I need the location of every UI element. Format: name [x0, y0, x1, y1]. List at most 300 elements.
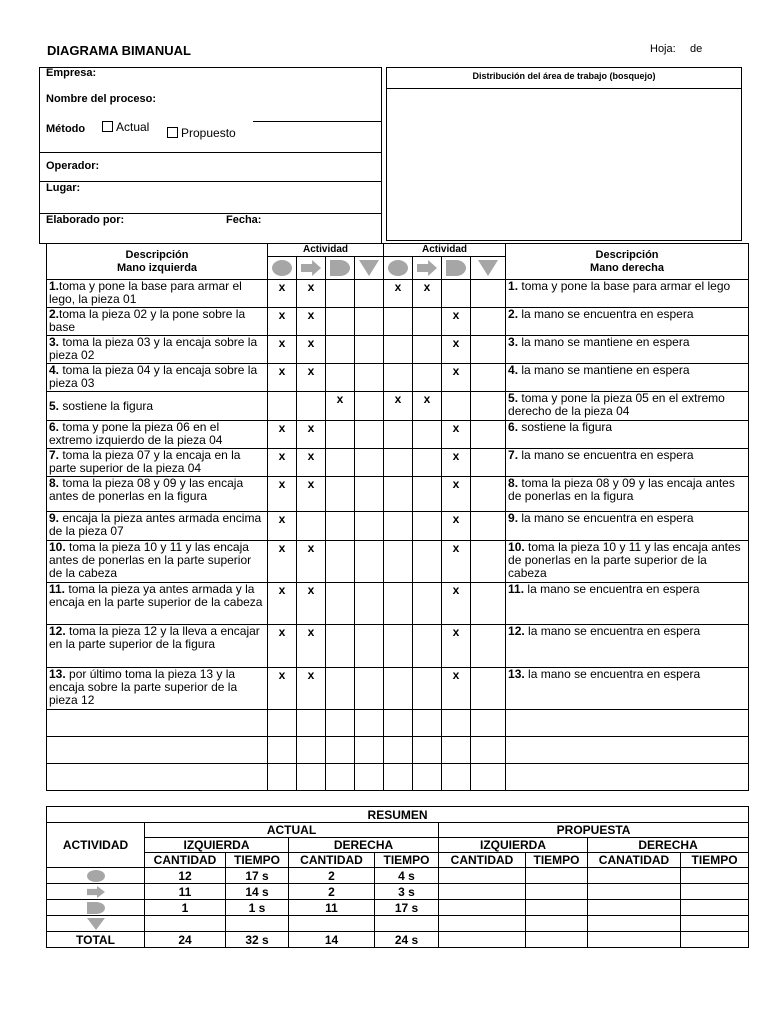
mark-cell — [413, 421, 442, 449]
mark-cell — [384, 477, 413, 512]
empty-cell — [681, 916, 749, 932]
mark-cell — [413, 280, 442, 308]
empty-cell — [442, 710, 471, 737]
mark-cell — [413, 512, 442, 541]
step-text: la mano se mantiene en espera — [518, 363, 690, 377]
de-label: de — [690, 43, 703, 55]
storage-icon — [358, 259, 380, 277]
left-description — [47, 421, 268, 449]
step-number: 12. — [508, 624, 525, 638]
actual-checkbox-wrap[interactable] — [102, 120, 149, 134]
step-number: 8. — [49, 476, 60, 490]
step-number: 6. — [508, 420, 519, 434]
empty-cell — [268, 737, 297, 764]
mark-cell — [471, 336, 506, 364]
empty-cell — [326, 710, 355, 737]
empty-row — [47, 737, 749, 764]
mark: x — [278, 280, 286, 294]
activity-icon-cell — [47, 916, 145, 932]
empty-cell — [413, 737, 442, 764]
total-row — [47, 932, 749, 948]
mark: x — [452, 541, 460, 555]
mark: x — [452, 625, 460, 639]
mark-cell — [297, 625, 326, 668]
mark-cell — [384, 392, 413, 421]
mark-cell — [442, 477, 471, 512]
mark-cell — [297, 421, 326, 449]
empty-cell — [526, 868, 588, 884]
activity-icon-cell — [47, 884, 145, 900]
mark-cell — [297, 336, 326, 364]
right-description — [506, 512, 749, 541]
elaborado-label: Elaborado por: — [46, 214, 125, 226]
left-activity-header: Actividad — [268, 244, 384, 257]
storage-icon — [86, 917, 106, 931]
mark: x — [452, 477, 460, 491]
cantidad-header: CANTIDAD — [289, 853, 375, 868]
empty-cell — [413, 764, 442, 791]
mark-cell — [268, 625, 297, 668]
mark-cell — [471, 477, 506, 512]
left-description — [47, 364, 268, 392]
activity-icon-cell — [47, 900, 145, 916]
symbol-cell — [471, 257, 506, 280]
mark-cell — [442, 583, 471, 625]
step-number: 12. — [49, 624, 66, 638]
table-row — [47, 512, 749, 541]
transport-icon — [86, 885, 106, 899]
mark: x — [307, 449, 315, 463]
empty-cell — [471, 710, 506, 737]
mark-cell — [268, 583, 297, 625]
operador-label: Operador: — [46, 160, 100, 172]
step-text: la mano se encuentra en espera — [524, 582, 700, 596]
operation-icon — [387, 259, 409, 277]
mark-cell — [413, 541, 442, 583]
tiempo-header: TIEMPO — [375, 853, 439, 868]
empty-cell — [439, 916, 526, 932]
mark-cell — [326, 280, 355, 308]
left-description — [47, 392, 268, 421]
mark: x — [452, 421, 460, 435]
total-value: 24 — [145, 932, 226, 948]
step-text: la mano se encuentra en espera — [518, 511, 694, 525]
mark: x — [307, 280, 315, 294]
mark-cell — [268, 512, 297, 541]
mark-cell — [413, 477, 442, 512]
step-text: la mano se mantiene en espera — [518, 335, 690, 349]
left-description — [47, 280, 268, 308]
mark-cell — [413, 625, 442, 668]
empty-cell — [384, 710, 413, 737]
empty-cell — [413, 710, 442, 737]
divider — [39, 152, 382, 153]
mark-cell — [442, 449, 471, 477]
step-text: toma la pieza 03 y la encaja sobre la pieza 02 — [49, 335, 258, 362]
resumen-group-row — [47, 823, 749, 838]
empty-cell — [326, 764, 355, 791]
step-number: 13. — [49, 667, 66, 681]
resumen-title: RESUMEN — [47, 807, 749, 823]
empresa-label: Empresa: — [46, 67, 97, 79]
mark-cell — [355, 449, 384, 477]
step-number: 1. — [49, 279, 60, 293]
symbol-cell — [442, 257, 471, 280]
mark: x — [452, 336, 460, 350]
mark: x — [394, 392, 402, 406]
resumen-value — [145, 916, 226, 932]
mark: x — [278, 625, 286, 639]
divider — [253, 121, 381, 122]
empty-cell — [297, 710, 326, 737]
resumen-title-row — [47, 807, 749, 823]
mark: x — [278, 512, 286, 526]
resumen-value: 17 s — [375, 900, 439, 916]
mark-cell — [471, 512, 506, 541]
mark: x — [307, 541, 315, 555]
resumen-table — [46, 806, 749, 948]
table-row — [47, 364, 749, 392]
resumen-row — [47, 916, 749, 932]
lugar-label: Lugar: — [46, 182, 81, 194]
mark-cell — [471, 280, 506, 308]
canatidad-header: CANATIDAD — [588, 853, 681, 868]
step-text: toma la pieza 08 y 09 y las encaja antes de ponerlas en la figura — [49, 476, 244, 503]
step-number: 2. — [508, 307, 519, 321]
empty-cell — [355, 764, 384, 791]
mark-cell — [297, 541, 326, 583]
mark-cell — [384, 541, 413, 583]
step-number: 5. — [508, 391, 519, 405]
step-text: toma la pieza 04 y la encaja sobre la pieza 03 — [49, 363, 258, 390]
step-text: toma la pieza 07 y la encaja en la parte superior de la pieza 04 — [49, 448, 241, 475]
resumen-value: 3 s — [375, 884, 439, 900]
mark: x — [278, 668, 286, 682]
right-description — [506, 364, 749, 392]
symbol-cell — [326, 257, 355, 280]
mark-cell — [471, 668, 506, 710]
propuesta-header: PROPUESTA — [439, 823, 749, 838]
mark-cell — [355, 625, 384, 668]
mark-cell — [268, 364, 297, 392]
mark: x — [307, 668, 315, 682]
table-row — [47, 421, 749, 449]
mark-cell — [384, 336, 413, 364]
mark: x — [452, 364, 460, 378]
mark-cell — [413, 392, 442, 421]
left-description — [47, 668, 268, 710]
step-number: 10. — [49, 540, 66, 554]
right-activity-header: Actividad — [384, 244, 506, 257]
mark-cell — [471, 421, 506, 449]
header-row — [47, 244, 749, 257]
tiempo-header: TIEMPO — [681, 853, 749, 868]
symbol-cell — [297, 257, 326, 280]
empty-cell — [326, 737, 355, 764]
empty-cell — [442, 764, 471, 791]
mark-cell — [413, 308, 442, 336]
resumen-col-row — [47, 853, 749, 868]
mark: x — [307, 583, 315, 597]
mark-cell — [326, 477, 355, 512]
transport-icon — [416, 259, 438, 277]
right-header-line1: Descripción — [595, 248, 659, 261]
storage-icon — [477, 259, 499, 277]
mark-cell — [297, 392, 326, 421]
empty-cell — [681, 868, 749, 884]
symbol-cell — [268, 257, 297, 280]
actual-header: ACTUAL — [145, 823, 439, 838]
left-description — [47, 336, 268, 364]
resumen-value — [289, 916, 375, 932]
step-text: la mano se encuentra en espera — [518, 307, 694, 321]
mark-cell — [471, 449, 506, 477]
mark: x — [307, 308, 315, 322]
step-number: 4. — [49, 363, 60, 377]
mark: x — [452, 668, 460, 682]
mark: x — [423, 392, 431, 406]
hoja-label: Hoja: — [650, 43, 676, 55]
propuesto-checkbox-wrap[interactable] — [167, 126, 236, 140]
step-text: toma la pieza 12 y la lleva a encajar en la parte superior de la figura — [49, 624, 260, 651]
empty-cell — [588, 932, 681, 948]
mark-cell — [442, 280, 471, 308]
sketch-box — [386, 67, 742, 241]
resumen-value: 1 — [145, 900, 226, 916]
step-text: sostiene la figura — [59, 398, 154, 413]
empty-cell — [681, 900, 749, 916]
mark-cell — [297, 583, 326, 625]
left-description — [47, 477, 268, 512]
mark-cell — [268, 280, 297, 308]
step-text: la mano se encuentra en espera — [518, 448, 694, 462]
resumen-value: 2 — [289, 884, 375, 900]
mark-cell — [268, 308, 297, 336]
step-text: la mano se encuentra en espera — [524, 667, 701, 681]
empty-cell — [268, 764, 297, 791]
total-value: 32 s — [226, 932, 289, 948]
activity-icon-cell — [47, 868, 145, 884]
mark-cell — [384, 668, 413, 710]
empty-cell — [526, 900, 588, 916]
resumen-value — [375, 916, 439, 932]
empty-cell — [47, 764, 268, 791]
resumen-value: 12 — [145, 868, 226, 884]
empty-cell — [47, 710, 268, 737]
symbol-cell — [413, 257, 442, 280]
mark: x — [307, 477, 315, 491]
derecha-header: DERECHA — [289, 838, 439, 853]
resumen-value: 11 — [289, 900, 375, 916]
mark: x — [307, 364, 315, 378]
empty-cell — [439, 932, 526, 948]
resumen-side-row — [47, 838, 749, 853]
mark: x — [278, 449, 286, 463]
delay-icon — [445, 259, 467, 277]
table-row — [47, 583, 749, 625]
empty-cell — [471, 737, 506, 764]
delay-icon — [329, 259, 351, 277]
mark-cell — [355, 512, 384, 541]
mark-cell — [326, 421, 355, 449]
right-description — [506, 541, 749, 583]
empty-cell — [268, 710, 297, 737]
step-text: por último toma la pieza 13 y la encaja sobre la parte superior de la pieza 12 — [49, 667, 238, 707]
mark-cell — [355, 421, 384, 449]
step-text: toma la pieza ya antes armada y la encaja en la parte superior de la cabeza — [49, 582, 263, 609]
mark-cell — [297, 668, 326, 710]
mark: x — [452, 308, 460, 322]
mark-cell — [326, 392, 355, 421]
mark-cell — [297, 308, 326, 336]
mark-cell — [355, 336, 384, 364]
resumen-value: 4 s — [375, 868, 439, 884]
right-description — [506, 392, 749, 421]
mark-cell — [326, 668, 355, 710]
mark-cell — [268, 477, 297, 512]
left-description — [47, 308, 268, 336]
symbol-cell — [384, 257, 413, 280]
empty-cell — [355, 737, 384, 764]
resumen-value: 17 s — [226, 868, 289, 884]
empty-cell — [384, 737, 413, 764]
step-number: 4. — [508, 363, 519, 377]
empty-cell — [471, 764, 506, 791]
izquierda-header: IZQUIERDA — [145, 838, 289, 853]
mark-cell — [268, 541, 297, 583]
propuesto-label: Propuesto — [181, 126, 236, 140]
step-number: 1. — [508, 279, 519, 293]
empty-cell — [439, 868, 526, 884]
mark-cell — [413, 449, 442, 477]
table-row — [47, 280, 749, 308]
cantidad-header: CANTIDAD — [145, 853, 226, 868]
empty-cell — [47, 737, 268, 764]
left-header-line2: Mano izquierda — [116, 261, 198, 274]
step-text: toma y pone la pieza 05 en el extremo derecho de la pieza 04 — [508, 391, 725, 418]
mark-cell — [442, 625, 471, 668]
mark-cell — [326, 364, 355, 392]
izquierda-header: IZQUIERDA — [439, 838, 588, 853]
empty-row — [47, 764, 749, 791]
mark-cell — [326, 583, 355, 625]
step-number: 2. — [49, 307, 60, 321]
mark-cell — [268, 336, 297, 364]
mark-cell — [471, 625, 506, 668]
step-text: encaja la pieza antes armada encima de la pieza 07 — [49, 511, 262, 538]
left-description — [47, 583, 268, 625]
mark: x — [278, 421, 286, 435]
divider — [386, 88, 742, 89]
operation-icon — [86, 869, 106, 883]
table-row — [47, 392, 749, 421]
right-desc-header — [506, 244, 749, 280]
mark-cell — [297, 512, 326, 541]
mark: x — [452, 583, 460, 597]
empty-cell — [439, 884, 526, 900]
empty-cell — [681, 932, 749, 948]
mark: x — [423, 280, 431, 294]
mark-cell — [471, 583, 506, 625]
table-row — [47, 449, 749, 477]
mark: x — [278, 541, 286, 555]
transport-icon — [300, 259, 322, 277]
mark-cell — [384, 625, 413, 668]
mark-cell — [326, 625, 355, 668]
page-title: DIAGRAMA BIMANUAL — [47, 43, 191, 58]
mark-cell — [442, 668, 471, 710]
mark-cell — [355, 280, 384, 308]
mark-cell — [297, 477, 326, 512]
mark-cell — [384, 583, 413, 625]
mark-cell — [355, 477, 384, 512]
table-row — [47, 625, 749, 668]
total-label: TOTAL — [47, 932, 145, 948]
mark-cell — [355, 392, 384, 421]
empty-cell — [588, 868, 681, 884]
bimanual-table — [46, 243, 749, 791]
empty-cell — [439, 900, 526, 916]
table-row — [47, 541, 749, 583]
mark-cell — [355, 668, 384, 710]
mark: x — [394, 280, 402, 294]
mark-cell — [442, 308, 471, 336]
mark-cell — [471, 541, 506, 583]
mark-cell — [326, 541, 355, 583]
actual-checkbox[interactable] — [102, 121, 113, 132]
mark-cell — [268, 668, 297, 710]
mark: x — [307, 625, 315, 639]
empty-cell — [681, 884, 749, 900]
left-desc-header — [47, 244, 268, 280]
mark-cell — [413, 364, 442, 392]
sketch-title: Distribución del área de trabajo (bosquejo) — [472, 71, 656, 81]
mark-cell — [268, 392, 297, 421]
mark: x — [307, 336, 315, 350]
right-description — [506, 625, 749, 668]
mark-cell — [268, 421, 297, 449]
mark-cell — [442, 512, 471, 541]
step-number: 11. — [508, 582, 525, 596]
delay-icon — [86, 901, 106, 915]
left-description — [47, 512, 268, 541]
mark-cell — [297, 280, 326, 308]
mark-cell — [442, 541, 471, 583]
right-description — [506, 449, 749, 477]
mark: x — [278, 308, 286, 322]
mark-cell — [413, 583, 442, 625]
step-text: toma y pone la base para armar el lego — [518, 279, 731, 293]
propuesto-checkbox[interactable] — [167, 127, 178, 138]
right-header-line2: Mano derecha — [590, 261, 665, 274]
right-description — [506, 308, 749, 336]
derecha-header: DERECHA — [588, 838, 749, 853]
mark-cell — [442, 421, 471, 449]
left-description — [47, 449, 268, 477]
empty-cell — [506, 764, 749, 791]
empty-cell — [297, 737, 326, 764]
right-description — [506, 668, 749, 710]
mark-cell — [442, 392, 471, 421]
step-number: 6. — [49, 420, 60, 434]
resumen-value: 1 s — [226, 900, 289, 916]
resumen-value: 14 s — [226, 884, 289, 900]
resumen-value: 2 — [289, 868, 375, 884]
mark-cell — [384, 280, 413, 308]
left-header-line1: Descripción — [125, 248, 189, 261]
step-text: sostiene la figura — [518, 420, 613, 434]
table-row — [47, 477, 749, 512]
